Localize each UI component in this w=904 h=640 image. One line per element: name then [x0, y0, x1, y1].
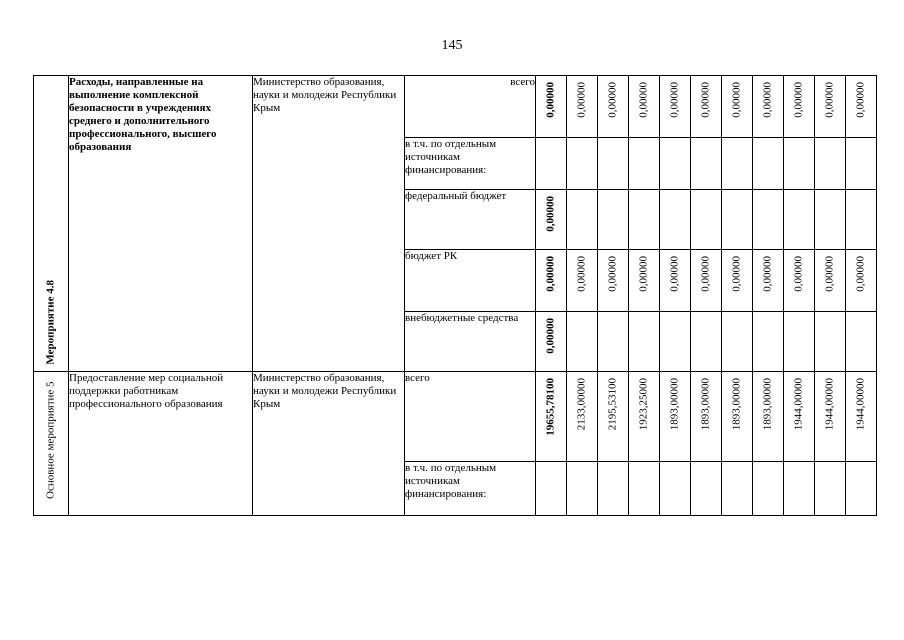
year-cell	[567, 76, 598, 138]
total-value: 0,00000	[544, 196, 557, 232]
empty-cell	[846, 190, 877, 250]
year-cell	[629, 250, 660, 312]
year-value: 0,00000	[637, 256, 650, 292]
total-cell	[536, 190, 567, 250]
year-cell	[660, 372, 691, 462]
year-cell	[567, 372, 598, 462]
year-cell	[722, 250, 753, 312]
year-cell	[598, 76, 629, 138]
empty-cell	[753, 190, 784, 250]
year-value: 0,00000	[823, 82, 836, 118]
empty-cell	[815, 190, 846, 250]
year-value: 0,00000	[668, 256, 681, 292]
empty-cell	[815, 462, 846, 516]
empty-cell	[567, 462, 598, 516]
empty-cell	[598, 312, 629, 372]
year-value: 0,00000	[668, 82, 681, 118]
year-value: 0,00000	[699, 82, 712, 118]
total-value: 0,00000	[544, 82, 557, 118]
empty-cell	[784, 312, 815, 372]
year-value: 0,00000	[792, 256, 805, 292]
year-cell	[753, 76, 784, 138]
table-row	[34, 76, 877, 138]
year-value: 0,00000	[854, 82, 867, 118]
measure-code: Мероприятие 4.8	[44, 280, 57, 365]
empty-cell	[846, 462, 877, 516]
year-value: 0,00000	[606, 256, 619, 292]
year-cell	[846, 372, 877, 462]
year-value: 0,00000	[575, 82, 588, 118]
year-cell	[567, 250, 598, 312]
empty-cell	[691, 190, 722, 250]
empty-cell	[660, 312, 691, 372]
empty-cell	[722, 462, 753, 516]
year-value: 1944,00000	[854, 378, 867, 431]
empty-cell	[753, 462, 784, 516]
empty-cell	[629, 462, 660, 516]
year-cell	[815, 76, 846, 138]
year-cell	[722, 76, 753, 138]
empty-cell	[567, 312, 598, 372]
empty-cell	[660, 462, 691, 516]
year-cell	[691, 250, 722, 312]
row-label: федеральный бюджет	[405, 190, 536, 250]
year-value: 0,00000	[730, 82, 743, 118]
year-cell	[846, 76, 877, 138]
year-value: 2195,53100	[606, 378, 619, 431]
year-value: 0,00000	[823, 256, 836, 292]
year-value: 0,00000	[792, 82, 805, 118]
empty-cell	[629, 190, 660, 250]
year-value: 1893,00000	[761, 378, 774, 431]
empty-cell	[691, 138, 722, 190]
measure-name: Предоставление мер социальной поддержки работникам профессионального образования	[69, 372, 253, 516]
year-cell	[598, 372, 629, 462]
year-cell	[815, 372, 846, 462]
empty-cell	[660, 190, 691, 250]
page-number: 145	[441, 38, 463, 53]
measure-executor: Министерство образования, науки и молодежи Республики Крым	[253, 372, 405, 516]
row-label: всего	[405, 372, 536, 462]
measure-code-cell	[34, 372, 69, 516]
year-cell	[722, 372, 753, 462]
year-value: 0,00000	[637, 82, 650, 118]
empty-cell	[629, 138, 660, 190]
year-value: 0,00000	[761, 82, 774, 118]
empty-cell	[784, 190, 815, 250]
year-cell	[691, 76, 722, 138]
empty-cell	[722, 312, 753, 372]
year-value: 2133,00000	[575, 378, 588, 431]
empty-cell	[753, 312, 784, 372]
empty-cell	[846, 138, 877, 190]
year-value: 1893,00000	[699, 378, 712, 431]
empty-cell	[598, 138, 629, 190]
year-cell	[784, 372, 815, 462]
empty-cell	[784, 462, 815, 516]
measure-code-cell	[34, 76, 69, 372]
empty-cell	[691, 462, 722, 516]
empty-cell	[598, 190, 629, 250]
total-cell	[536, 312, 567, 372]
empty-cell	[815, 138, 846, 190]
year-value: 1944,00000	[792, 378, 805, 431]
empty-cell	[784, 138, 815, 190]
row-label: в т.ч. по отдельным источникам финансирования:	[405, 138, 536, 190]
year-value: 0,00000	[606, 82, 619, 118]
year-value: 1923,25000	[637, 378, 650, 431]
empty-cell	[567, 138, 598, 190]
empty-cell	[815, 312, 846, 372]
year-cell	[691, 372, 722, 462]
empty-cell	[536, 138, 567, 190]
empty-cell	[660, 138, 691, 190]
empty-cell	[536, 462, 567, 516]
year-cell	[753, 250, 784, 312]
year-cell	[784, 76, 815, 138]
year-cell	[815, 250, 846, 312]
empty-cell	[567, 190, 598, 250]
row-label: внебюджетные средства	[405, 312, 536, 372]
year-cell	[629, 372, 660, 462]
total-cell	[536, 76, 567, 138]
row-label: в т.ч. по отдельным источникам финансирования:	[405, 462, 536, 516]
row-label: бюджет РК	[405, 250, 536, 312]
year-value: 0,00000	[854, 256, 867, 292]
empty-cell	[629, 312, 660, 372]
measure-executor: Министерство образования, науки и молодежи Республики Крым	[253, 76, 405, 372]
empty-cell	[691, 312, 722, 372]
year-cell	[629, 76, 660, 138]
year-value: 0,00000	[575, 256, 588, 292]
year-cell	[846, 250, 877, 312]
total-value: 0,00000	[544, 318, 557, 354]
empty-cell	[722, 190, 753, 250]
empty-cell	[753, 138, 784, 190]
total-cell	[536, 372, 567, 462]
table-row	[34, 372, 877, 462]
budget-table	[33, 75, 877, 516]
year-cell	[660, 76, 691, 138]
year-cell	[660, 250, 691, 312]
year-value: 1893,00000	[730, 378, 743, 431]
year-value: 1944,00000	[823, 378, 836, 431]
year-value: 1893,00000	[668, 378, 681, 431]
empty-cell	[598, 462, 629, 516]
total-value: 19655,78100	[544, 378, 557, 436]
measure-name: Расходы, направленные на выполнение комплексной безопасности в учреждениях среднего и дополнительного профессионального, высшего образования	[69, 76, 253, 372]
row-label: всего	[405, 76, 536, 138]
year-value: 0,00000	[699, 256, 712, 292]
year-value: 0,00000	[730, 256, 743, 292]
empty-cell	[846, 312, 877, 372]
year-cell	[598, 250, 629, 312]
measure-code: Основное мероприятие 5	[44, 381, 57, 499]
year-cell	[753, 372, 784, 462]
year-cell	[784, 250, 815, 312]
total-cell	[536, 250, 567, 312]
total-value: 0,00000	[544, 256, 557, 292]
empty-cell	[722, 138, 753, 190]
year-value: 0,00000	[761, 256, 774, 292]
